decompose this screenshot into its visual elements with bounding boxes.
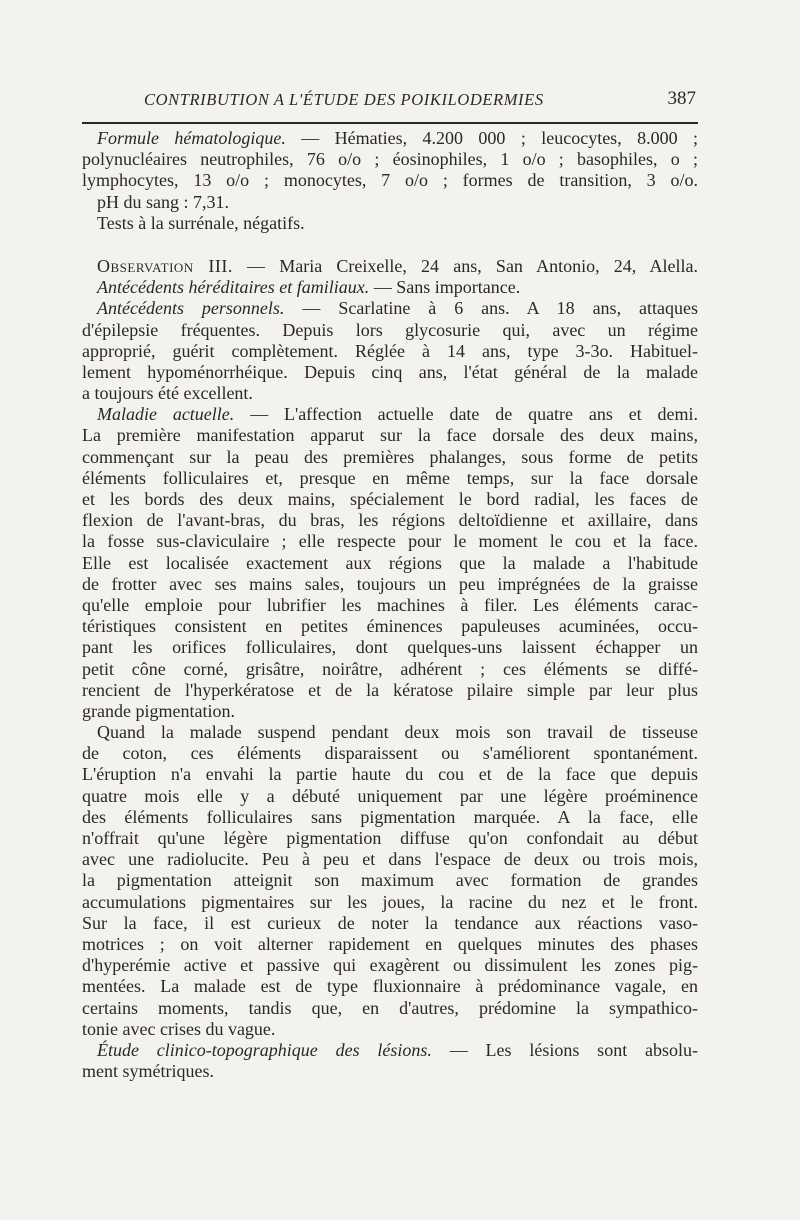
quand-paragraph bbox=[82, 722, 698, 1040]
text-line: Tests à la surrénale, négatifs. bbox=[97, 212, 305, 233]
text-line: tonie avec crises du vague. bbox=[82, 1018, 276, 1039]
text-line: grande pigmentation. bbox=[82, 700, 235, 721]
text-line: commençant sur la peau des premières phalanges, sous forme de petits bbox=[82, 446, 698, 467]
text-line: Quand la malade suspend pendant deux mois son travail de tisseuse bbox=[97, 722, 698, 743]
header-rule bbox=[82, 122, 698, 124]
text-line: n'offrait qu'une légère pigmentation diffuse qu'on confondait au début bbox=[82, 828, 698, 848]
text-line: — Les lésions sont absolu- bbox=[431, 1039, 698, 1060]
personnels-paragraph bbox=[82, 298, 698, 404]
text-line: — L'affection actuelle date de quatre ans et demi. bbox=[234, 404, 698, 425]
maladie-label: Maladie actuelle. bbox=[97, 404, 235, 425]
text-line: d'épilepsie fréquentes. Depuis lors glycosurie qui, avec un régime bbox=[82, 319, 698, 340]
text-line: des éléments folliculaires sans pigmentation marquée. A la face, elle bbox=[82, 806, 698, 827]
text-line: La première manifestation apparut sur la face dorsale des deux mains, bbox=[82, 425, 698, 446]
text-line: la pigmentation atteignit son maximum avec formation de grandes bbox=[82, 870, 698, 891]
text-line: de coton, ces éléments disparaissent ou s'améliorent spontanément. bbox=[82, 743, 698, 764]
text-line: éléments folliculaires et, presque en même temps, sur la face dorsale bbox=[82, 467, 698, 488]
maladie-paragraph bbox=[82, 404, 698, 722]
text-line: — Scarlatine à 6 ans. A 18 ans, attaques bbox=[284, 298, 698, 319]
text-line: lymphocytes, 13 o/o ; monocytes, 7 o/o ; formes de transition, 3 o/o. bbox=[82, 170, 698, 191]
text-line: Sur la face, il est curieux de noter la tendance aux réactions vaso- bbox=[82, 912, 698, 933]
formule-paragraph bbox=[82, 128, 698, 234]
observation-heading bbox=[82, 256, 698, 277]
text-line: certains moments, tandis que, en d'autres, prédomine la sympathico- bbox=[82, 997, 698, 1018]
hereditaires-label: Antécédents héréditaires et familiaux. bbox=[97, 277, 370, 298]
text-line: et les bords des deux mains, spécialement le bord radial, les faces de bbox=[82, 489, 698, 509]
text-line: Elle est localisée exactement aux régions que la malade a l'habitude bbox=[82, 552, 698, 573]
text-line: — Hématies, 4.200 000 ; leucocytes, 8.000 ; bbox=[285, 128, 698, 148]
text-line: qu'elle emploie pour lubrifier les machines à filer. Les éléments carac- bbox=[82, 594, 698, 615]
text-line: flexion de l'avant-bras, du bras, les régions deltoïdienne et axillaire, dans bbox=[82, 510, 698, 531]
text-line: quatre mois elle y a débuté uniquement par une légère proéminence bbox=[82, 785, 698, 806]
text-line: téristiques consistent en petites éminences papuleuses acuminées, occu- bbox=[82, 616, 698, 637]
text-line: — Sans importance. bbox=[369, 277, 521, 298]
etude-label: Étude clinico-topographique des lésions. bbox=[97, 1039, 432, 1060]
text-line: avec une radiolucite. Peu à peu et dans l'espace de deux ou trois mois, bbox=[82, 849, 698, 870]
etude-paragraph bbox=[82, 1040, 698, 1082]
text-line: pH du sang : 7,31. bbox=[97, 191, 229, 212]
text-line: — Maria Creixelle, 24 ans, San Antonio, 24, Alella. bbox=[232, 255, 698, 276]
hereditaires-paragraph bbox=[82, 277, 698, 298]
text-line: motrices ; on voit alterner rapidement en quelques minutes des phases bbox=[82, 933, 698, 954]
text-line: polynucléaires neutrophiles, 76 o/o ; éosinophiles, 1 o/o ; basophiles, o ; bbox=[82, 149, 698, 170]
text-line: mentées. La malade est de type fluxionnaire à prédominance vagale, en bbox=[82, 976, 698, 997]
text-line: rencient de l'hyperkératose et de la kératose pilaire simple par leur plus bbox=[82, 679, 698, 700]
text-line: approprié, guérit complètement. Réglée à 14 ans, type 3-3o. Habituel- bbox=[82, 340, 698, 361]
text-line: petit cône corné, grisâtre, noirâtre, adhérent ; ces éléments se diffé- bbox=[82, 658, 698, 679]
text-line: la fosse sus-claviculaire ; elle respecte pour le moment le cou et la face. bbox=[82, 531, 698, 552]
running-title: CONTRIBUTION A L'ÉTUDE DES POIKILODERMIES bbox=[144, 90, 544, 109]
running-header bbox=[82, 86, 698, 114]
text-line: d'hyperémie active et passive qui exagèrent ou dissimulent les zones pig- bbox=[82, 955, 698, 976]
formule-label: Formule hématologique. bbox=[97, 128, 286, 148]
personnels-label: Antécédents personnels. bbox=[97, 298, 285, 319]
text-line: ment symétriques. bbox=[82, 1061, 214, 1082]
text-line: L'éruption n'a envahi la partie haute du cou et de la face que depuis bbox=[82, 764, 698, 785]
page-body bbox=[82, 128, 698, 1082]
page-number: 387 bbox=[667, 88, 696, 109]
text-line: accumulations pigmentaires sur les joues, la racine du nez et le front. bbox=[82, 891, 698, 912]
text-line: a toujours été excellent. bbox=[82, 383, 253, 404]
observation-label: Observation III. bbox=[97, 255, 233, 276]
text-line: pant les orifices folliculaires, dont quelques-uns laissent échapper un bbox=[82, 637, 698, 658]
text-line: de frotter avec ses mains sales, toujours un peu imprégnées de la graisse bbox=[82, 573, 698, 594]
text-line: lement hypoménorrhéique. Depuis cinq ans, l'état général de la malade bbox=[82, 361, 698, 382]
